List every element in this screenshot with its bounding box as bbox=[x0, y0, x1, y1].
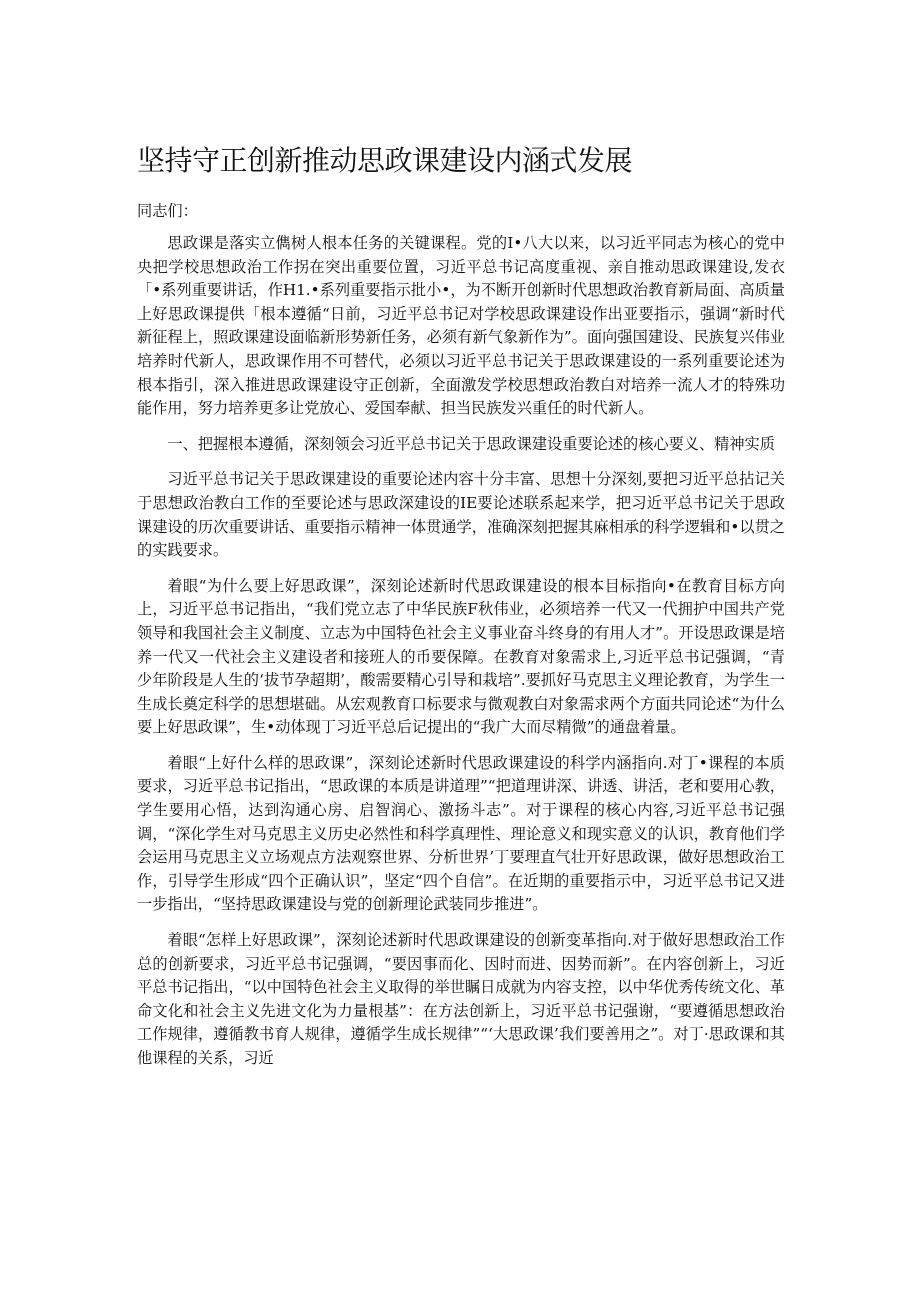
salutation: 同志们： bbox=[137, 202, 198, 220]
section-heading-1: 一、把握根本遵循，深刻领会习近平总书记关于思政课建设重要论述的核心要义、精神实质 bbox=[167, 434, 775, 453]
paragraph-overview: 习近平总书记关于思政课建设的重要论述内容十分丰富、思想十分深刻,要把习近平总拈记关于思想政治教白工作的至要论述与思政深建设的IE要论述联系起来学，把习近平总书记关于思政课建设的历次重要讲话、重要指示精神一体贯通学，准确深刻把握其麻相承的科学逻辑和•以贯之的实践要求。 bbox=[137, 470, 785, 560]
document-title: 坚持守正创新推动思政课建设内涵式发展 bbox=[137, 144, 633, 177]
paragraph-how: 着眼“怎样上好思政课”，深刻论述新时代思政课建设的创新变革指向.对于做好思想政治工作总的创新要求，习近平总书记强调，“要因事而化、因时而进、因势而新”。在内容创新上，习近平总书记指出，“以中国特色社会主义取得的举世瞩日成就为内容支控，以中华优秀传统文化、革命文化和社会主义先进文化为力量根基”：在方法创新上，习近平总书记强谢，“要遵循思想政治工作规律，遵循教书育人规律，遵循学生成长规律”“‘大思政课’我们要善用之”。对丁·思政课和其他课程的关系，习近 bbox=[137, 931, 785, 1067]
document-body bbox=[137, 232, 785, 1083]
paragraph-what: 着眼“上好什么样的思政课”，深刻论述新时代思政课建设的科学内涵指向.对丁•课程的本质要求，习近平总书记指出，“思政课的本质是讲道理”“把道理讲深、讲透、讲活，老和要用心教，学生要用心悟，达到沟通心房、启智润心、激扬斗志”。对于课程的核心内容,习近平总书记强调，“深化学生对马克思主义历史必然性和科学真理性、理论意义和现实意义的认识，教育他们学会运用马克思主义立场观点方法观察世界、分析世界’丁要理直气壮开好思政课，做好思想政治工作，引导学生形成“四个正确认识”，坚定“四个自信”。在近期的重要指示中，习近平总书记又进一步指出，“坚持思政课建设与党的创新理论武装同步推进”。 bbox=[137, 753, 785, 914]
paragraph-intro: 思政课是落实立儁树人根本任务的关键课程。党的I•八大以来，以习近平同志为核心的党中央把学校思想政治工作拐在突出重要位置，习近平总书记高度重视、亲自推动思政课建设,发衣「•系列重要讲话，作H1.•系列重要指示批小•，为不断开创新时代思想政治教育新局面、高质量上好思政课提供「根本遵循“日前，习近平总书记对学校思政课建设作出亚要指示，强调“新时代新征程上，照政课建设面临新形势新任务，必须有新气象新作为”。面向强国建设、民族复兴伟业培养时代新人，思政课作用不可替代，必须以习近平总书记关于思政课建设的一系列重要论述为根本指引，深入推进思政课建设守正创新，全面激发学校思想政治教白对培养一流人才的特殊功能作用，努力培养更多让党放心、爱国奉献、担当民族发兴重任的时代新人。 bbox=[137, 234, 785, 418]
paragraph-why: 着眼“为什么要上好思政课”，深刻论述新时代思政课建设的根本目标指向•在教育目标方向上，习近平总书记指出，“我们党立志了中华民族F秋伟业，必须培养一代又一代拥护中国共产党领导和我国社会主义制度、立志为中国特色社会主义事业奋斗终身的有用人才”。开设思政课是培养一代又一代社会主义建设者和接班人的币要保障。在教育对象需求上,习近平总书记强调，“青少年阶段是人生的‘拔节孕超期’，酸需要精心引导和栽培”.要抓好马克思主义理论教育，为学生一生成长奠定科学的思想堪础。从宏观教育口标要求与微观教白对象需求两个方面共同论述“为什么要上好思政课”，生•动体现丁习近平总后记提出的“我广大而尽精微”的通盘着量。 bbox=[137, 576, 785, 737]
